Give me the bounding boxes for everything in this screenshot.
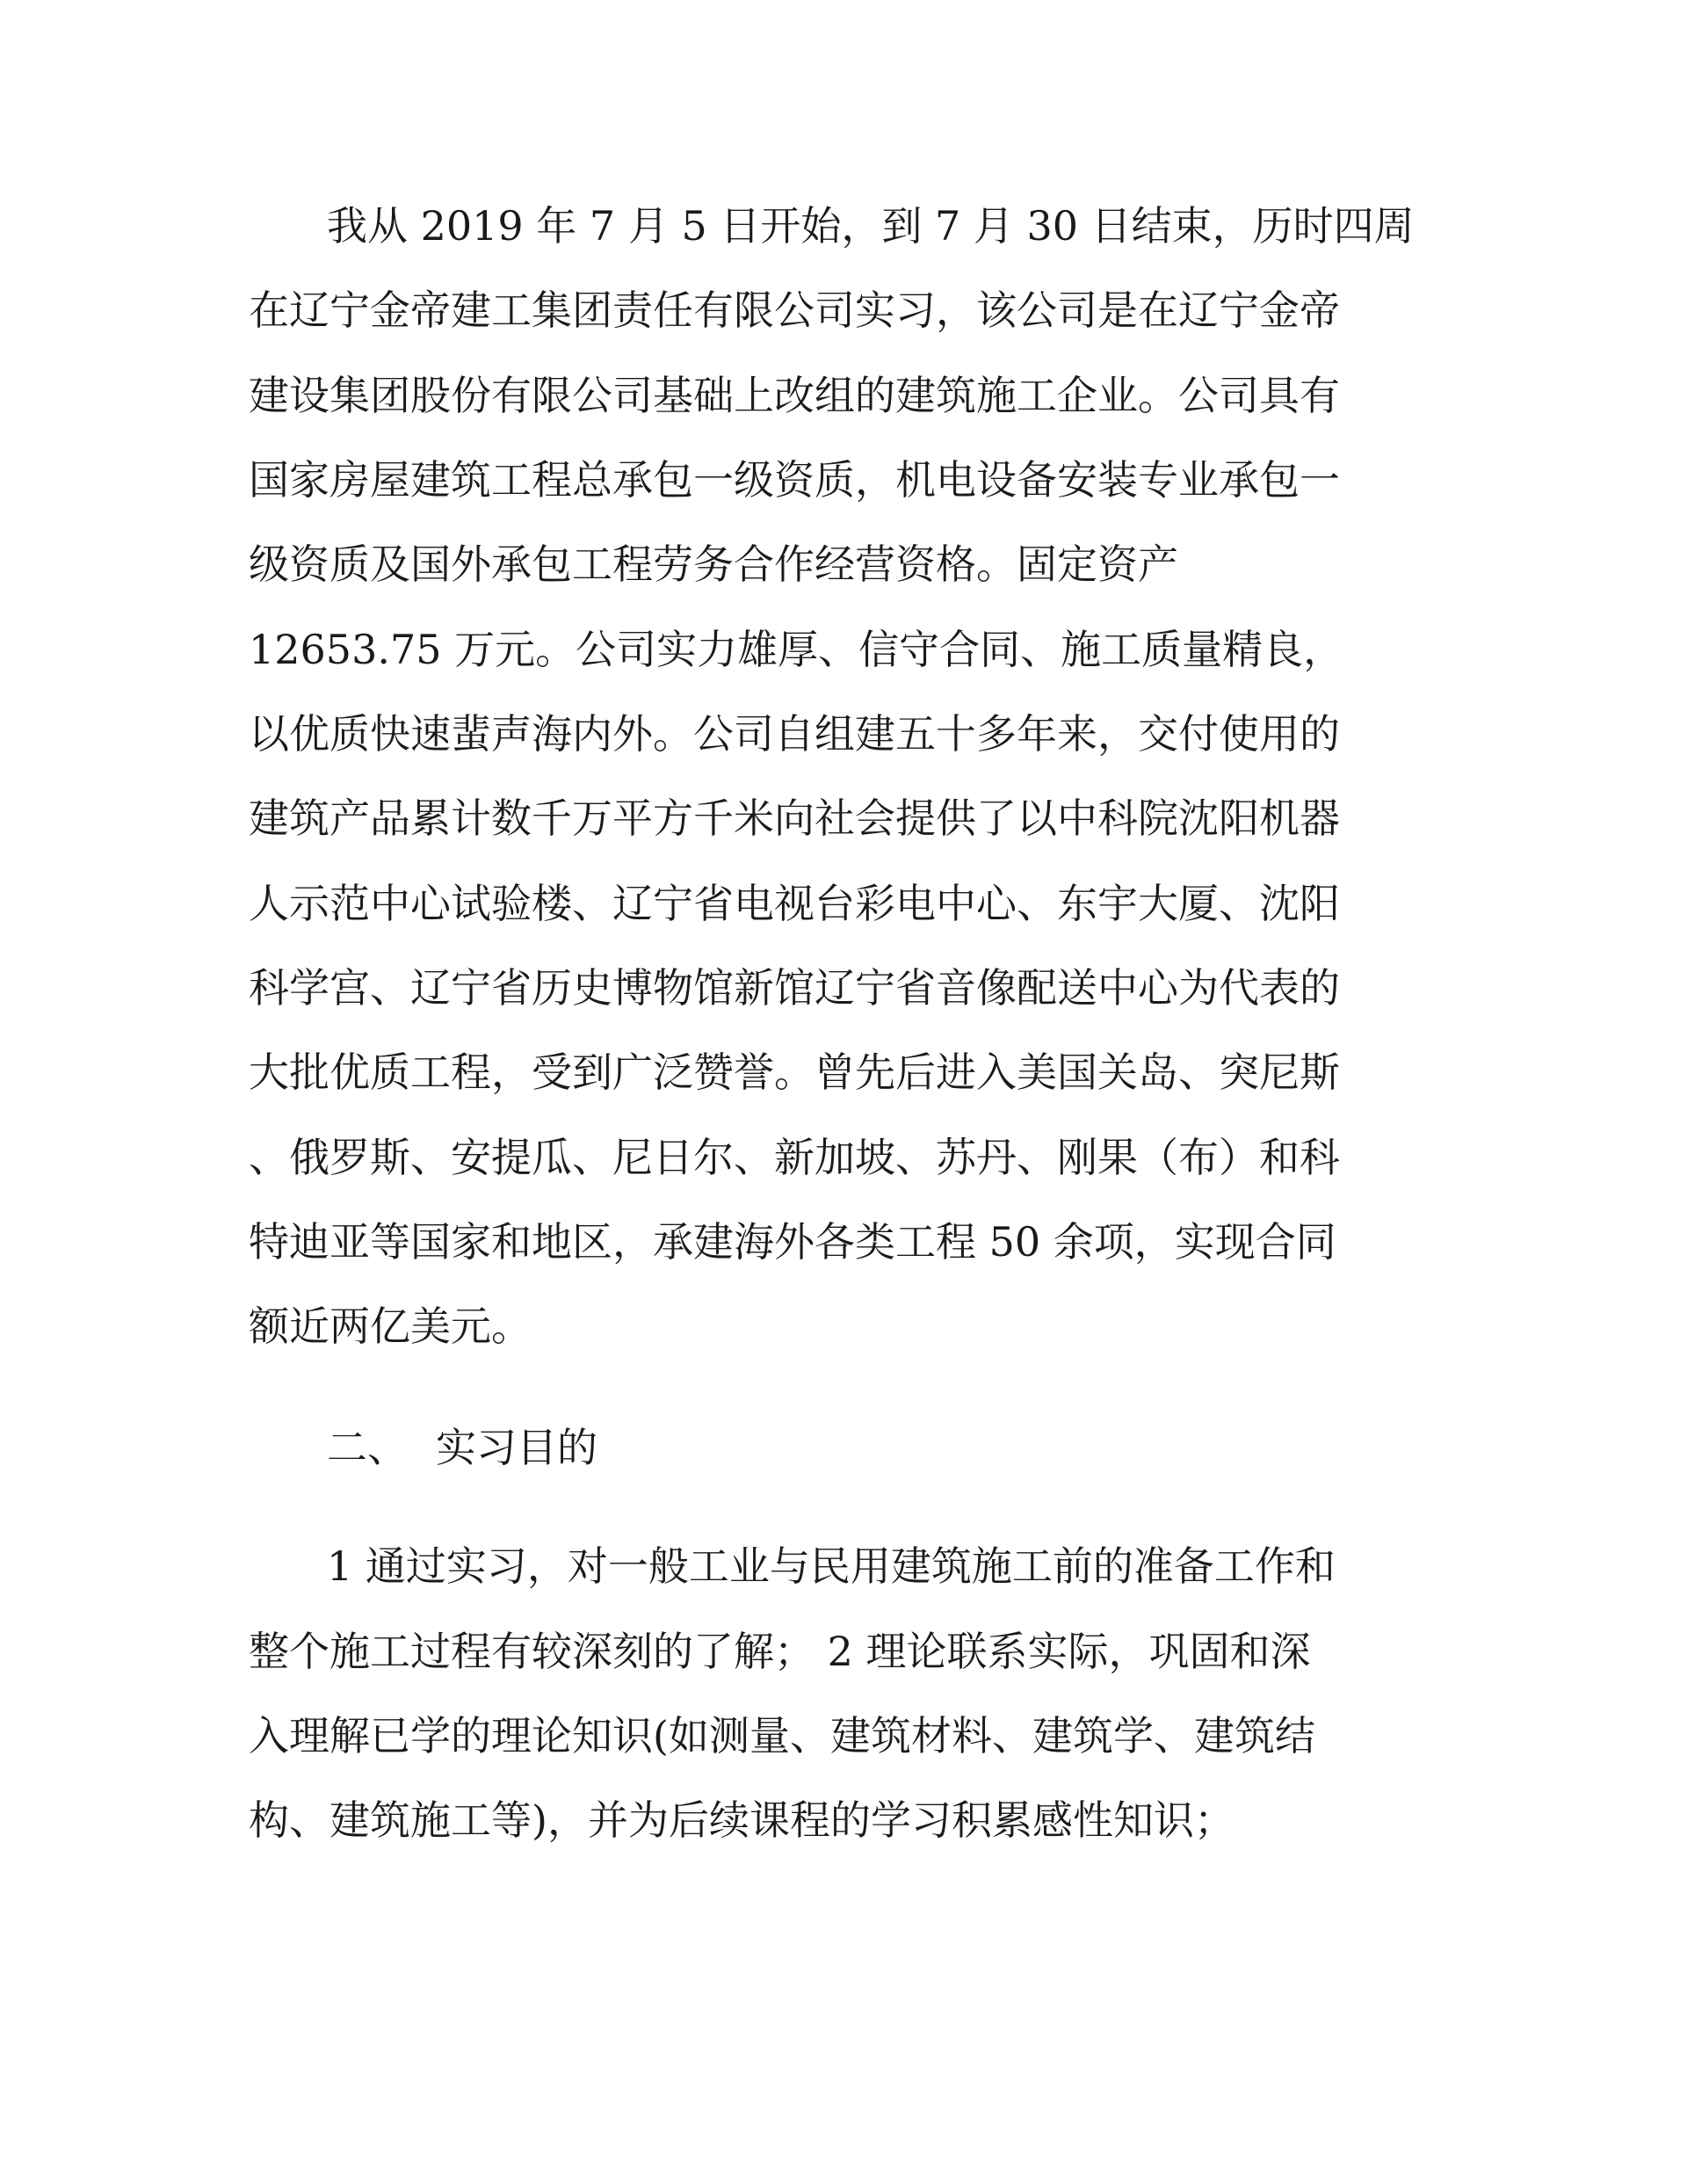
- text-line: 级资质及国外承包工程劳务合作经营资格。固定资产: [249, 541, 1178, 588]
- text-line: 国家房屋建筑工程总承包一级资质，机电设备安装专业承包一: [249, 456, 1340, 504]
- text-line: 构、建筑施工等)，并为后续课程的学习积累感性知识；: [249, 1796, 1234, 1844]
- text-line: 科学宫、辽宁省历史博物馆新馆辽宁省音像配送中心为代表的: [249, 964, 1340, 1012]
- section-title: 实习目的: [436, 1424, 597, 1471]
- text-line: 建设集团股份有限公司基础上改组的建筑施工企业。公司具有: [249, 372, 1340, 419]
- text-line: 建筑产品累计数千万平方千米向社会提供了以中科院沈阳机器: [249, 795, 1340, 842]
- text-line: 特迪亚等国家和地区，承建海外各类工程 50 余项，实现合同: [249, 1218, 1336, 1266]
- text-line: 整个施工过程有较深刻的了解； 2 理论联系实际，巩固和深: [249, 1628, 1311, 1675]
- section-number: 二、: [327, 1424, 408, 1471]
- text-line: 以优质快速蜚声海内外。公司自组建五十多年来，交付使用的: [249, 710, 1340, 758]
- text-line: 1 通过实习，对一般工业与民用建筑施工前的准备工作和: [327, 1542, 1336, 1590]
- text-line: 我从 2019 年 7 月 5 日开始，到 7 月 30 日结束，历时四周: [327, 202, 1415, 250]
- text-line: 在辽宁金帝建工集团责任有限公司实习，该公司是在辽宁金帝: [249, 287, 1340, 334]
- text-line: 入理解已学的理论知识(如测量、建筑材料、建筑学、建筑结: [249, 1712, 1315, 1760]
- text-line: 12653.75 万元。公司实力雄厚、信守合同、施工质量精良，: [249, 626, 1344, 673]
- text-line: 额近两亿美元。: [249, 1302, 532, 1350]
- text-line: 人示范中心试验楼、辽宁省电视台彩电中心、东宇大厦、沈阳: [249, 880, 1340, 927]
- text-line: 大批优质工程，受到广泛赞誉。曾先后进入美国关岛、突尼斯: [249, 1048, 1340, 1096]
- text-line: 、俄罗斯、安提瓜、尼日尔、新加坡、苏丹、刚果（布）和科: [249, 1134, 1340, 1181]
